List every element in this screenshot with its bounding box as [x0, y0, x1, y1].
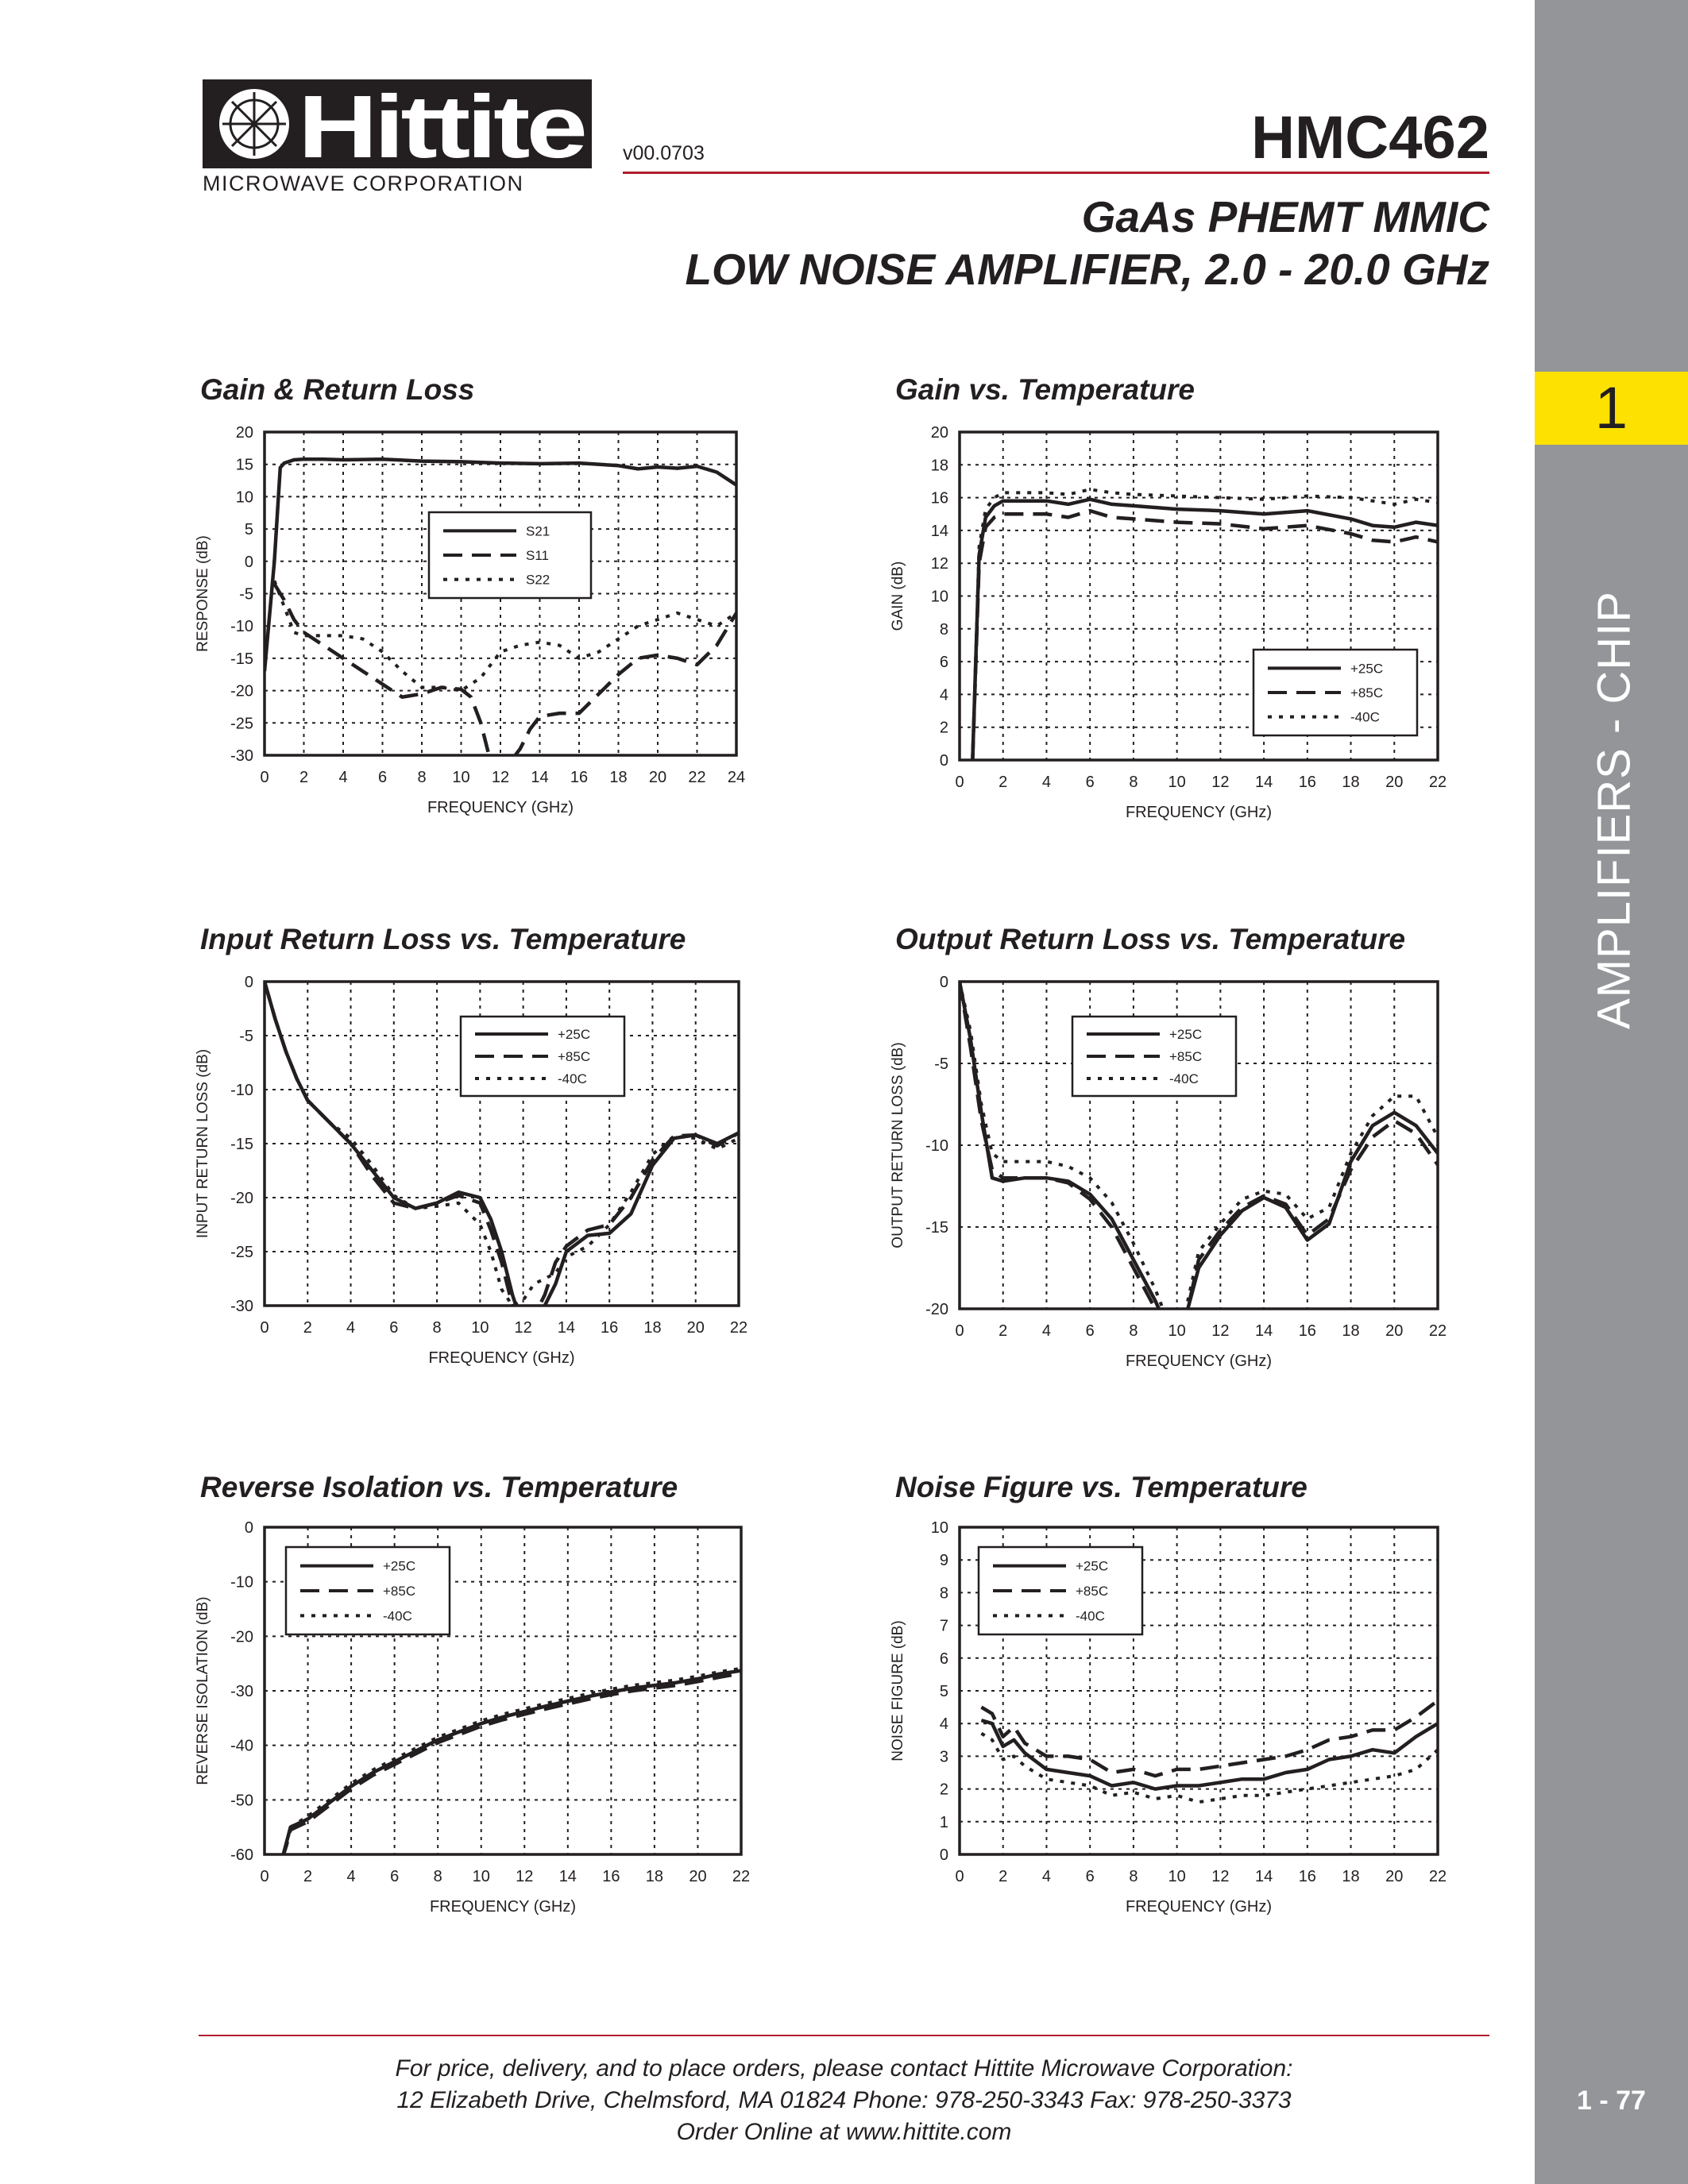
x-tick-label: 10: [452, 769, 470, 786]
legend-label: +25C: [558, 1027, 591, 1042]
legend-label: -40C: [1076, 1608, 1105, 1624]
chart-gain-vs-temp: [840, 408, 1462, 824]
x-tick-label: 2: [999, 1322, 1008, 1340]
chart-noise-figure: [840, 1503, 1462, 1918]
y-tick-label: 6: [939, 1650, 948, 1668]
y-tick-label: -10: [925, 1137, 948, 1155]
y-tick-label: 5: [244, 521, 253, 539]
section-label: AMPLIFIERS - CHIP: [1588, 591, 1640, 1029]
legend-label: +25C: [1076, 1558, 1109, 1574]
y-tick-label: -20: [230, 682, 253, 700]
x-tick-label: 18: [609, 769, 628, 786]
x-tick-label: 2: [303, 1868, 313, 1885]
y-tick-label: -25: [230, 715, 253, 733]
x-tick-label: 20: [1385, 1322, 1404, 1340]
subtitle-line-2: LOW NOISE AMPLIFIER, 2.0 - 20.0 GHz: [685, 245, 1489, 294]
page-number: 1 - 77: [1577, 2086, 1646, 2116]
x-tick-label: 10: [471, 1319, 489, 1337]
y-tick-label: -10: [230, 1573, 253, 1592]
y-tick-label: 16: [930, 489, 948, 507]
y-axis-label: RESPONSE (dB): [195, 535, 211, 652]
x-tick-label: 18: [1342, 1868, 1360, 1885]
y-axis-label: GAIN (dB): [890, 561, 906, 631]
y-tick-label: 10: [235, 488, 253, 507]
legend-label: +85C: [383, 1584, 416, 1599]
x-tick-label: 4: [346, 1319, 356, 1337]
y-axis-label: REVERSE ISOLATION (dB): [195, 1596, 211, 1785]
y-tick-label: -15: [230, 1136, 253, 1153]
x-tick-label: 16: [1298, 1868, 1316, 1885]
x-tick-label: 14: [1254, 774, 1273, 791]
company-subtitle: MICROWAVE CORPORATION: [203, 172, 524, 195]
legend-label: +85C: [1076, 1584, 1109, 1599]
y-tick-label: 0: [939, 752, 948, 770]
x-tick-label: 6: [1085, 1322, 1095, 1340]
header-rule: [623, 172, 1489, 174]
y-tick-label: 4: [939, 1715, 948, 1734]
x-tick-label: 14: [531, 769, 549, 786]
y-tick-label: 7: [939, 1617, 948, 1635]
chart-gain-return-loss: [145, 408, 760, 819]
x-tick-label: 8: [1129, 1322, 1138, 1340]
y-tick-label: 0: [939, 974, 948, 991]
x-tick-label: 16: [601, 1319, 619, 1337]
legend-label: +25C: [383, 1558, 416, 1574]
subtitle-line-1: GaAs PHEMT MMIC: [1081, 192, 1489, 241]
y-tick-label: -30: [230, 1683, 253, 1700]
legend-label: +85C: [558, 1049, 591, 1064]
legend-label: +25C: [1169, 1027, 1203, 1042]
y-tick-label: -10: [230, 618, 253, 636]
legend-label: +85C: [1350, 685, 1384, 700]
legend-label: S11: [526, 548, 549, 563]
y-tick-label: -50: [230, 1792, 253, 1810]
y-tick-label: -15: [230, 650, 253, 668]
x-tick-label: 0: [260, 769, 269, 786]
chart-output-return-loss: [840, 958, 1462, 1372]
x-tick-label: 16: [1298, 1322, 1316, 1340]
series-85c-line: [981, 1700, 1438, 1776]
x-tick-label: 4: [338, 769, 348, 786]
legend-label: -40C: [383, 1608, 412, 1624]
footer-line-2: 12 Elizabeth Drive, Chelmsford, MA 01824 Phone: 978-250-3343 Fax: 978-250-3373: [396, 2087, 1292, 2113]
y-tick-label: 8: [939, 1584, 948, 1603]
x-tick-label: 22: [732, 1868, 751, 1885]
legend-label: +25C: [1350, 661, 1384, 677]
legend-label: -40C: [1169, 1071, 1199, 1086]
legend-label: S22: [526, 572, 550, 588]
x-tick-label: 16: [1298, 774, 1316, 791]
x-tick-label: 8: [433, 1868, 442, 1885]
y-tick-label: 2: [939, 719, 948, 737]
y-tick-label: -10: [230, 1082, 253, 1099]
x-axis-label: FREQUENCY (GHz): [1125, 804, 1273, 821]
company-name: Hittite: [298, 77, 585, 176]
chart-title-output-return-loss: Output Return Loss vs. Temperature: [895, 923, 1406, 955]
x-tick-label: 4: [1041, 774, 1052, 791]
x-tick-label: 20: [1385, 774, 1404, 791]
y-tick-label: -60: [230, 1846, 253, 1864]
y-tick-label: -20: [230, 1628, 253, 1646]
x-tick-label: 6: [389, 1319, 399, 1337]
y-tick-label: 1: [939, 1813, 948, 1831]
x-tick-label: 0: [955, 1322, 964, 1340]
x-tick-label: 10: [1168, 1322, 1186, 1340]
y-tick-label: 0: [244, 1519, 253, 1537]
x-tick-label: 8: [1129, 1868, 1138, 1885]
chart-input-return-loss: [145, 958, 763, 1369]
x-tick-label: 14: [558, 1868, 577, 1885]
sidebar: [1535, 0, 1688, 2184]
x-tick-label: 6: [1085, 774, 1095, 791]
x-tick-label: 18: [645, 1868, 664, 1885]
y-tick-label: 20: [930, 424, 948, 442]
x-tick-label: 14: [1254, 1868, 1273, 1885]
x-tick-label: 20: [686, 1319, 705, 1337]
version-label: v00.0703: [623, 142, 705, 164]
legend-label: +85C: [1169, 1049, 1203, 1064]
y-tick-label: -20: [925, 1301, 948, 1318]
chart-title-input-return-loss: Input Return Loss vs. Temperature: [200, 923, 686, 955]
x-tick-label: 10: [1168, 774, 1186, 791]
y-tick-label: 3: [939, 1748, 948, 1766]
x-tick-label: 8: [1129, 774, 1138, 791]
y-tick-label: -15: [925, 1219, 948, 1237]
x-axis-label: FREQUENCY (GHz): [429, 1898, 577, 1916]
x-axis-label: FREQUENCY (GHz): [428, 1349, 575, 1367]
legend-label: S21: [526, 523, 550, 539]
x-tick-label: 18: [1342, 1322, 1360, 1340]
x-tick-label: 2: [999, 774, 1008, 791]
y-tick-label: 0: [244, 553, 253, 571]
series-s11-line: [274, 584, 736, 768]
x-tick-label: 14: [557, 1319, 576, 1337]
x-tick-label: 12: [1211, 1322, 1230, 1340]
x-tick-label: 12: [491, 769, 510, 786]
part-number: HMC462: [1251, 104, 1489, 172]
footer-contact: [199, 2053, 1489, 2148]
y-tick-label: -30: [230, 1298, 253, 1315]
x-tick-label: 10: [472, 1868, 490, 1885]
chart-title-gain-return-loss: Gain & Return Loss: [200, 373, 475, 406]
y-tick-label: 10: [930, 1519, 948, 1537]
x-tick-label: 12: [514, 1319, 532, 1337]
y-tick-label: 4: [939, 686, 948, 704]
section-tab-number: 1: [1535, 372, 1688, 445]
y-axis-label: INPUT RETURN LOSS (dB): [195, 1048, 211, 1239]
x-tick-label: 0: [260, 1868, 269, 1885]
footer-line-1: For price, delivery, and to place orders, please contact Hittite Microwave Corporation:: [395, 2055, 1293, 2082]
x-tick-label: 18: [643, 1319, 662, 1337]
x-tick-label: 6: [1085, 1868, 1095, 1885]
y-tick-label: 0: [939, 1846, 948, 1864]
y-tick-label: 10: [930, 588, 948, 606]
y-tick-label: -30: [230, 747, 253, 765]
y-tick-label: -5: [934, 1055, 948, 1073]
x-tick-label: 12: [1211, 1868, 1230, 1885]
x-tick-label: 4: [1041, 1322, 1052, 1340]
y-tick-label: 2: [939, 1781, 948, 1799]
x-tick-label: 6: [377, 769, 388, 786]
x-tick-label: 22: [729, 1319, 748, 1337]
y-tick-label: 20: [235, 424, 253, 442]
x-tick-label: 22: [1428, 1322, 1447, 1340]
y-tick-label: 12: [930, 555, 948, 573]
y-tick-label: -5: [239, 1028, 253, 1045]
x-axis-label: FREQUENCY (GHz): [1125, 1898, 1273, 1916]
x-tick-label: 18: [1342, 774, 1360, 791]
x-tick-label: 20: [1385, 1868, 1404, 1885]
y-tick-label: 14: [930, 522, 948, 540]
x-tick-label: 0: [955, 1868, 964, 1885]
y-tick-label: 6: [939, 654, 948, 672]
x-tick-label: 0: [260, 1319, 269, 1337]
x-tick-label: 4: [1041, 1868, 1052, 1885]
y-tick-label: 9: [939, 1552, 948, 1570]
legend-label: -40C: [1350, 709, 1380, 725]
y-axis-label: OUTPUT RETURN LOSS (dB): [890, 1042, 906, 1248]
product-subtitle: [685, 191, 1489, 295]
y-tick-label: 18: [930, 457, 948, 475]
x-tick-label: 8: [417, 769, 427, 786]
x-tick-label: 22: [688, 769, 706, 786]
x-tick-label: 20: [648, 769, 667, 786]
x-tick-label: 2: [303, 1319, 312, 1337]
y-tick-label: 8: [939, 620, 948, 639]
chart-reverse-isolation: [145, 1503, 765, 1918]
footer-rule: [199, 2035, 1489, 2036]
footer-line-3: Order Online at www.hittite.com: [676, 2119, 1012, 2145]
y-axis-label: NOISE FIGURE (dB): [890, 1620, 906, 1761]
x-tick-label: 16: [570, 769, 589, 786]
x-tick-label: 22: [1428, 774, 1447, 791]
legend-label: -40C: [558, 1071, 587, 1086]
x-tick-label: 2: [999, 1868, 1008, 1885]
x-tick-label: 0: [955, 774, 964, 791]
y-tick-label: -20: [230, 1190, 253, 1207]
x-tick-label: 2: [299, 769, 309, 786]
y-tick-label: 0: [244, 974, 253, 991]
chart-title-gain-vs-temp: Gain vs. Temperature: [895, 373, 1195, 406]
x-tick-label: 16: [602, 1868, 620, 1885]
x-tick-label: 6: [390, 1868, 400, 1885]
y-tick-label: -5: [239, 585, 253, 604]
chart-title-noise-figure: Noise Figure vs. Temperature: [895, 1471, 1308, 1503]
x-tick-label: 20: [689, 1868, 707, 1885]
x-tick-label: 22: [1428, 1868, 1447, 1885]
x-tick-label: 12: [1211, 774, 1230, 791]
x-tick-label: 4: [346, 1868, 356, 1885]
x-tick-label: 8: [432, 1319, 442, 1337]
x-tick-label: 10: [1168, 1868, 1186, 1885]
x-axis-label: FREQUENCY (GHz): [427, 799, 574, 816]
x-tick-label: 14: [1254, 1322, 1273, 1340]
y-tick-label: 15: [235, 456, 253, 474]
y-tick-label: -25: [230, 1244, 253, 1261]
x-tick-label: 24: [727, 769, 746, 786]
chart-title-reverse-isolation: Reverse Isolation vs. Temperature: [200, 1471, 678, 1503]
x-tick-label: 12: [516, 1868, 534, 1885]
x-axis-label: FREQUENCY (GHz): [1125, 1352, 1273, 1370]
y-tick-label: 5: [939, 1683, 948, 1700]
y-tick-label: -40: [230, 1737, 253, 1755]
